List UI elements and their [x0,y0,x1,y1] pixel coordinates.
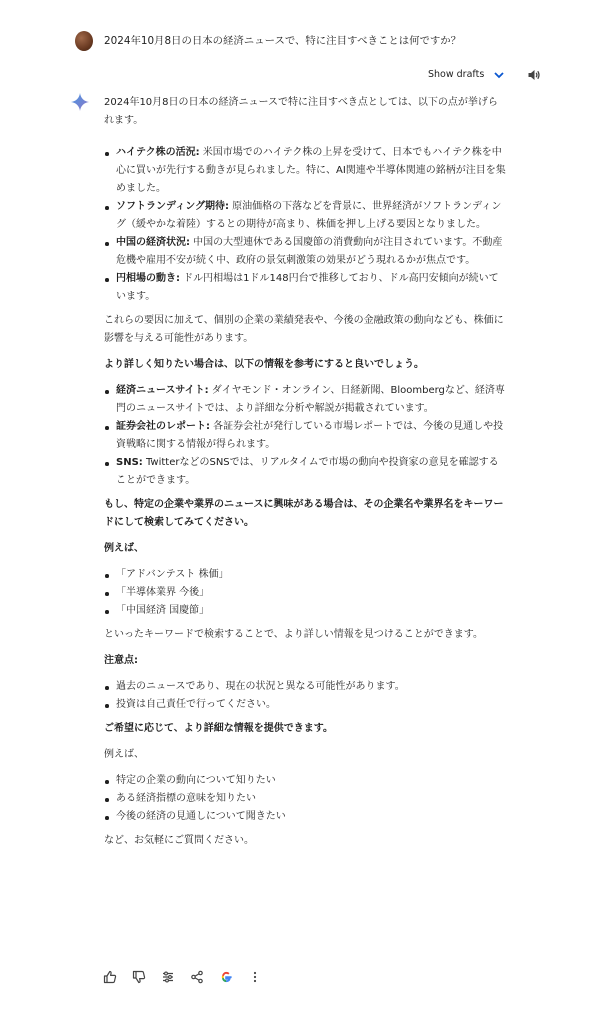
list-item: 特定の企業の動向について知りたい [104,772,506,790]
gemini-sparkle-icon [70,92,90,112]
list-item: 「半導体業界 今後」 [104,584,506,602]
list-item: 中国の経済状況: 中国の大型連休である国慶節の消費動向が注目されています。不動産危機や雇用不安が続く中、政府の景気刺激策の効果がどう現れるかが焦点です。 [104,234,506,270]
share-icon[interactable] [190,970,204,984]
thumbs-down-icon[interactable] [132,970,146,984]
speaker-icon[interactable] [527,68,541,82]
detail-heading: より詳しく知りたい場合は、以下の情報を参考にすると良いでしょう。 [104,359,424,370]
example-heading: 例えば、 [104,543,144,554]
factors-paragraph: これらの要因に加えて、個別の企業の業績発表や、今後の金融政策の動向なども、株価に影響を与える可能性があります。 [104,315,504,344]
search-heading: もし、特定の企業や業界のニュースに興味がある場合は、その企業名や業界名をキーワードにして検索してみてください。 [104,499,504,528]
closing-text: など、お気軽にご質問ください。 [104,835,254,846]
offers-list [104,772,506,826]
list-item: 「アドバンテスト 株価」 [104,566,506,584]
list-item: 今後の経済の見通しについて聞きたい [104,808,506,826]
more-vert-icon[interactable] [248,970,262,984]
list-item: ある経済指標の意味を知りたい [104,790,506,808]
list-item: 円相場の動き: ドル円相場は1ドル148円台で推移しており、ドル高円安傾向が続いています。 [104,270,506,306]
offer-example: 例えば、 [104,749,144,760]
key-points-list [104,144,506,306]
google-icon[interactable] [219,970,233,984]
tune-icon[interactable] [161,970,175,984]
chevron-down-icon[interactable] [493,69,505,81]
list-item: ハイテク株の活況: 米国市場でのハイテク株の上昇を受けて、日本でもハイテク株を中心に買いが先行する動きが見られました。特に、AI関連や半導体関連の銘柄が注目を集めました。 [104,144,506,198]
list-item: 投資は自己責任で行ってください。 [104,696,506,714]
user-message [75,30,565,52]
list-item: SNS: TwitterなどのSNSでは、リアルタイムで市場の動向や投資家の意見を確認することができます。 [104,454,506,490]
list-item: 過去のニュースであり、現在の状況と異なる可能性があります。 [104,678,506,696]
response-actions [103,968,277,986]
notes-heading: 注意点: [104,655,138,666]
list-item: 「中国経済 国慶節」 [104,602,506,620]
response-body [104,94,506,858]
thumbs-up-icon[interactable] [103,970,117,984]
user-prompt-text: 2024年10月8日の日本の経済ニュースで、特に注目すべきことは何ですか？ [104,35,462,47]
show-drafts-button[interactable]: Show drafts [428,69,485,80]
keywords-list [104,566,506,620]
sources-list [104,382,506,490]
list-item: ソフトランディング期待: 原油価格の下落などを背景に、世界経済がソフトランディング（緩やかな着陸）するとの期待が高まり、株価を押し上げる要因となりました。 [104,198,506,234]
list-item: 経済ニュースサイト: ダイヤモンド・オンライン、日経新聞、Bloombergなど、経済専門のニュースサイトでは、より詳細な分析や解説が掲載されています。 [104,382,506,418]
response-intro: 2024年10月8日の日本の経済ニュースで特に注目すべき点としては、以下の点が挙げられます。 [104,97,498,126]
list-item: 証券会社のレポート: 各証券会社が発行している市場レポートでは、今後の見通しや投資戦略に関する情報が得られます。 [104,418,506,454]
keyword-note: といったキーワードで検索することで、より詳しい情報を見つけることができます。 [104,629,483,640]
offer-heading: ご希望に応じて、より詳細な情報を提供できます。 [104,723,333,734]
notes-list [104,678,506,714]
drafts-toolbar [428,65,541,85]
avatar[interactable] [75,31,93,51]
